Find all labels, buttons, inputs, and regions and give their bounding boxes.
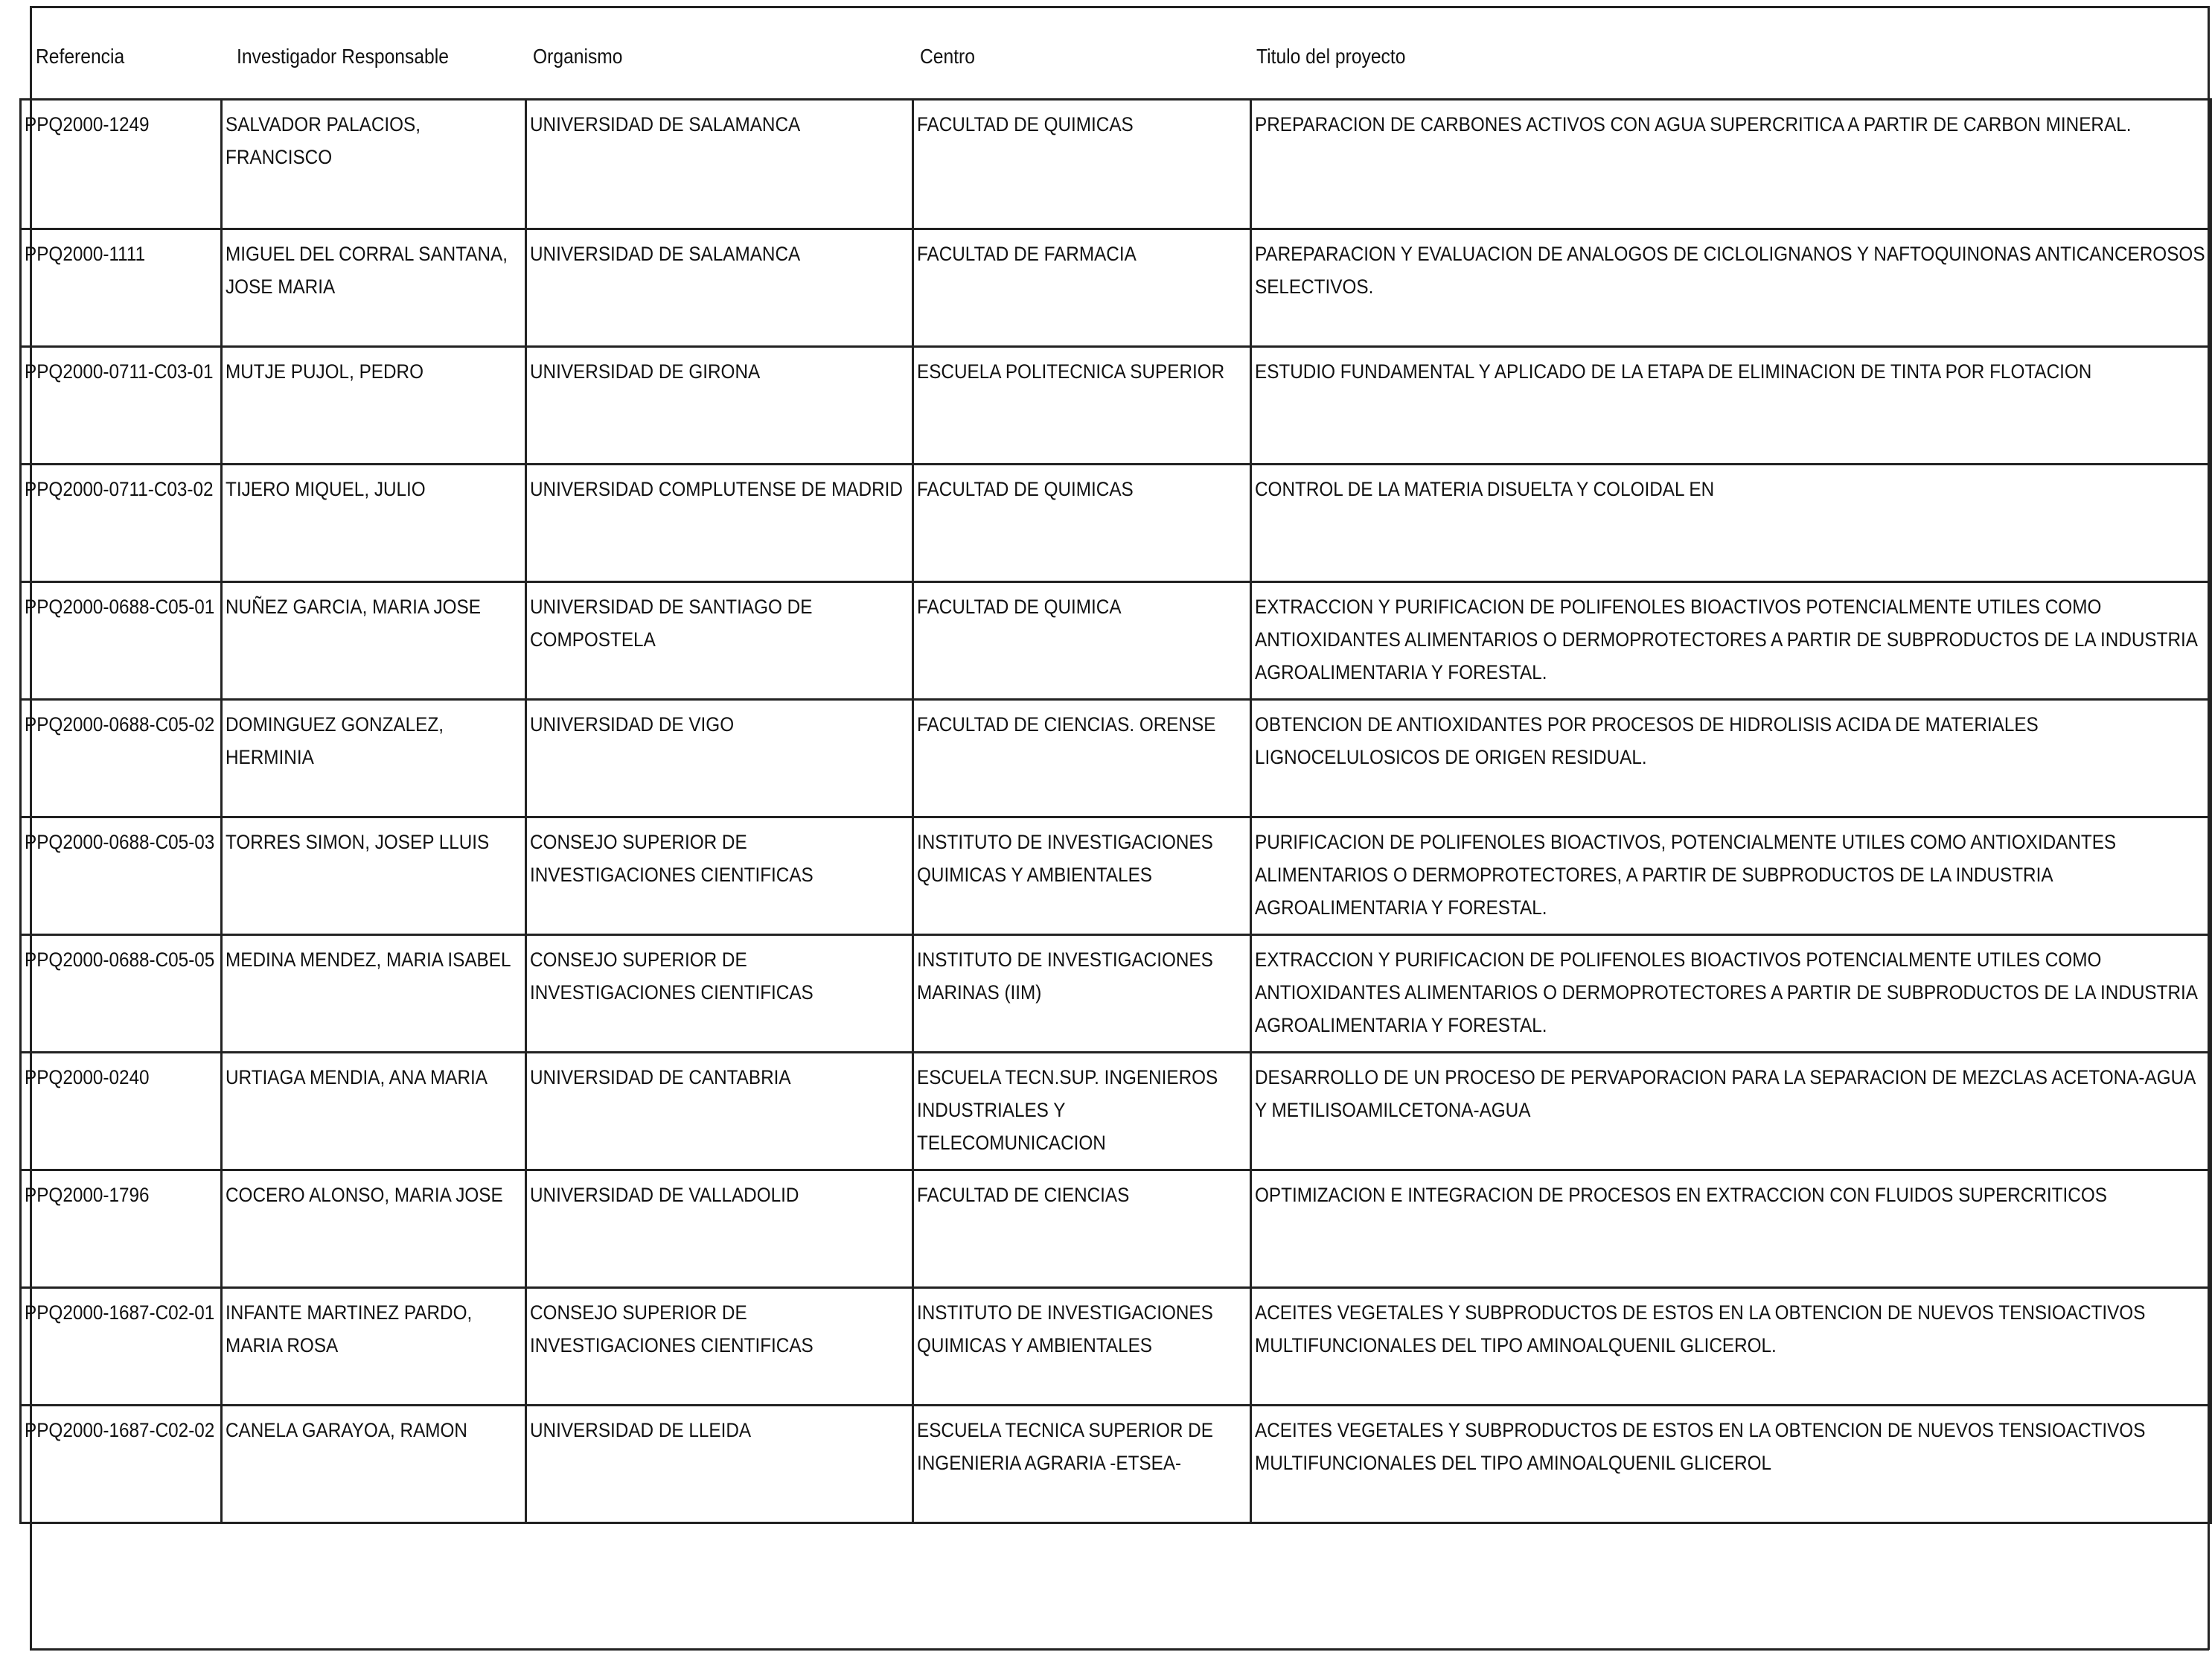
table-row (21, 100, 2211, 229)
referencia-cell-text: PPQ2000-1796 (25, 1184, 150, 1206)
investigador-cell (221, 1053, 526, 1170)
titulo-cell-text: DESARROLLO DE UN PROCESO DE PERVAPORACION PARA LA SEPARACION DE MEZCLAS ACETONA-AGUA Y METILISOAMILCETONA-AGUA (1254, 1066, 2195, 1121)
centro-cell (912, 935, 1250, 1053)
table-row (21, 582, 2211, 700)
table-row (21, 1406, 2211, 1523)
titulo-cell (1250, 817, 2211, 935)
titulo-cell (1250, 700, 2211, 817)
centro-cell-text: FACULTAD DE QUIMICAS (916, 113, 1134, 135)
table-row (21, 700, 2211, 817)
frame-bottom-border (30, 1648, 2209, 1651)
investigador-cell (221, 465, 526, 582)
investigador-cell (221, 817, 526, 935)
referencia-cell-text: PPQ2000-0688-C05-02 (25, 713, 215, 736)
referencia-cell (21, 817, 222, 935)
centro-cell (912, 582, 1250, 700)
centro-cell (912, 1406, 1250, 1523)
investigador-cell-text: URTIAGA MENDIA, ANA MARIA (225, 1066, 488, 1088)
centro-cell (912, 1288, 1250, 1406)
table-row (21, 229, 2211, 347)
organismo-cell-text: UNIVERSIDAD DE VALLADOLID (530, 1184, 799, 1206)
investigador-cell (221, 700, 526, 817)
referencia-cell (21, 1406, 222, 1523)
titulo-cell (1250, 347, 2211, 465)
organismo-cell (526, 1053, 913, 1170)
header-titulo: Titulo del proyecto (1256, 45, 1406, 68)
organismo-cell-text: UNIVERSIDAD DE SANTIAGO DE COMPOSTELA (530, 596, 813, 651)
organismo-cell (526, 347, 913, 465)
centro-cell-text: INSTITUTO DE INVESTIGACIONES QUIMICAS Y AMBIENTALES (916, 831, 1213, 886)
centro-cell (912, 1170, 1250, 1288)
titulo-cell-text: PREPARACION DE CARBONES ACTIVOS CON AGUA SUPERCRITICA A PARTIR DE CARBON MINERAL. (1254, 113, 2132, 135)
titulo-cell (1250, 1053, 2211, 1170)
referencia-cell (21, 700, 222, 817)
referencia-cell-text: PPQ2000-1111 (25, 243, 146, 265)
titulo-cell-text: OPTIMIZACION E INTEGRACION DE PROCESOS EN EXTRACCION CON FLUIDOS SUPERCRITICOS (1254, 1184, 2107, 1206)
titulo-cell-text: ESTUDIO FUNDAMENTAL Y APLICADO DE LA ETAPA DE ELIMINACION DE TINTA POR FLOTACION (1254, 360, 2091, 383)
organismo-cell-text: UNIVERSIDAD COMPLUTENSE DE MADRID (530, 478, 904, 500)
investigador-cell-text: INFANTE MARTINEZ PARDO, MARIA ROSA (225, 1301, 473, 1356)
table-row (21, 935, 2211, 1053)
table-row (21, 465, 2211, 582)
organismo-cell (526, 465, 913, 582)
titulo-cell (1250, 1406, 2211, 1523)
organismo-cell-text: UNIVERSIDAD DE CANTABRIA (530, 1066, 791, 1088)
organismo-cell-text: CONSEJO SUPERIOR DE INVESTIGACIONES CIENTIFICAS (530, 948, 814, 1004)
investigador-cell-text: MEDINA MENDEZ, MARIA ISABEL (225, 948, 511, 971)
table-row (21, 1288, 2211, 1406)
titulo-cell (1250, 100, 2211, 229)
organismo-cell-text: UNIVERSIDAD DE SALAMANCA (530, 243, 801, 265)
investigador-cell (221, 1170, 526, 1288)
titulo-cell-text: EXTRACCION Y PURIFICACION DE POLIFENOLES BIOACTIVOS POTENCIALMENTE UTILES COMO ANTIOXIDANTES ALIMENTARIOS O DERMOPROTECTORES A PARTIR DE SUBPRODUCTOS DE LA INDUSTRIA AGROALIMENTARIA Y FORESTAL. (1254, 596, 2197, 683)
header-organismo: Organismo (533, 45, 623, 68)
investigador-cell-text: MIGUEL DEL CORRAL SANTANA, JOSE MARIA (225, 243, 508, 298)
titulo-cell (1250, 1288, 2211, 1406)
projects-table-body (21, 100, 2211, 1523)
titulo-cell-text: ACEITES VEGETALES Y SUBPRODUCTOS DE ESTOS EN LA OBTENCION DE NUEVOS TENSIOACTIVOS MULTIFUNCIONALES DEL TIPO AMINOALQUENIL GLICEROL. (1254, 1301, 2146, 1356)
investigador-cell-text: DOMINGUEZ GONZALEZ, HERMINIA (225, 713, 444, 768)
centro-cell-text: FACULTAD DE CIENCIAS. ORENSE (916, 713, 1216, 736)
header-centro: Centro (920, 45, 975, 68)
centro-cell (912, 817, 1250, 935)
organismo-cell-text: UNIVERSIDAD DE LLEIDA (530, 1419, 752, 1441)
referencia-cell-text: PPQ2000-1249 (25, 113, 150, 135)
organismo-cell-text: CONSEJO SUPERIOR DE INVESTIGACIONES CIENTIFICAS (530, 1301, 814, 1356)
referencia-cell (21, 935, 222, 1053)
organismo-cell-text: UNIVERSIDAD DE SALAMANCA (530, 113, 801, 135)
organismo-cell-text: CONSEJO SUPERIOR DE INVESTIGACIONES CIENTIFICAS (530, 831, 814, 886)
centro-cell-text: FACULTAD DE QUIMICA (916, 596, 1122, 618)
referencia-cell-text: PPQ2000-0688-C05-01 (25, 596, 215, 618)
referencia-cell (21, 100, 222, 229)
centro-cell-text: ESCUELA POLITECNICA SUPERIOR (916, 360, 1225, 383)
investigador-cell-text: COCERO ALONSO, MARIA JOSE (225, 1184, 503, 1206)
organismo-cell (526, 935, 913, 1053)
investigador-cell (221, 347, 526, 465)
titulo-cell-text: PAREPARACION Y EVALUACION DE ANALOGOS DE CICLOLIGNANOS Y NAFTOQUINONAS ANTICANCEROSOS SELECTIVOS. (1254, 243, 2205, 298)
titulo-cell (1250, 1170, 2211, 1288)
referencia-cell-text: PPQ2000-0688-C05-05 (25, 948, 215, 971)
referencia-cell (21, 465, 222, 582)
titulo-cell (1250, 465, 2211, 582)
table-row (21, 347, 2211, 465)
organismo-cell (526, 1288, 913, 1406)
investigador-cell-text: CANELA GARAYOA, RAMON (225, 1419, 467, 1441)
referencia-cell (21, 1053, 222, 1170)
centro-cell (912, 100, 1250, 229)
investigador-cell-text: TIJERO MIQUEL, JULIO (225, 478, 426, 500)
referencia-cell (21, 1288, 222, 1406)
organismo-cell (526, 100, 913, 229)
organismo-cell (526, 582, 913, 700)
titulo-cell-text: PURIFICACION DE POLIFENOLES BIOACTIVOS, POTENCIALMENTE UTILES COMO ANTIOXIDANTES ALIMENTARIOS O DERMOPROTECTORES, A PARTIR DE SUBPRODUCTOS DE LA INDUSTRIA AGROALIMENTARIA Y FORESTAL. (1254, 831, 2116, 919)
referencia-cell (21, 582, 222, 700)
investigador-cell-text: SALVADOR PALACIOS, FRANCISCO (225, 113, 421, 168)
organismo-cell (526, 229, 913, 347)
investigador-cell-text: MUTJE PUJOL, PEDRO (225, 360, 423, 383)
organismo-cell-text: UNIVERSIDAD DE GIRONA (530, 360, 761, 383)
centro-cell-text: FACULTAD DE QUIMICAS (916, 478, 1134, 500)
table-row (21, 817, 2211, 935)
titulo-cell (1250, 935, 2211, 1053)
investigador-cell (221, 582, 526, 700)
header-investigador: Investigador Responsable (237, 45, 449, 68)
titulo-cell-text: OBTENCION DE ANTIOXIDANTES POR PROCESOS DE HIDROLISIS ACIDA DE MATERIALES LIGNOCELULOSICOS DE ORIGEN RESIDUAL. (1254, 713, 2039, 768)
table-row (21, 1053, 2211, 1170)
centro-cell-text: ESCUELA TECN.SUP. INGENIEROS INDUSTRIALES Y TELECOMUNICACION (916, 1066, 1218, 1154)
header-referencia: Referencia (36, 45, 125, 68)
titulo-cell (1250, 582, 2211, 700)
referencia-cell-text: PPQ2000-0711-C03-02 (25, 478, 214, 500)
titulo-cell-text: EXTRACCION Y PURIFICACION DE POLIFENOLES BIOACTIVOS POTENCIALMENTE UTILES COMO ANTIOXIDANTES ALIMENTARIOS O DERMOPROTECTORES A PARTIR DE SUBPRODUCTOS DE LA INDUSTRIA AGROALIMENTARIA Y FORESTAL. (1254, 948, 2197, 1036)
organismo-cell (526, 700, 913, 817)
referencia-cell (21, 1170, 222, 1288)
organismo-cell (526, 817, 913, 935)
centro-cell-text: FACULTAD DE FARMACIA (916, 243, 1137, 265)
investigador-cell (221, 100, 526, 229)
centro-cell (912, 347, 1250, 465)
centro-cell-text: FACULTAD DE CIENCIAS (916, 1184, 1130, 1206)
centro-cell (912, 465, 1250, 582)
titulo-cell (1250, 229, 2211, 347)
centro-cell (912, 700, 1250, 817)
table-header-row (30, 6, 2209, 98)
referencia-cell-text: PPQ2000-0688-C05-03 (25, 831, 215, 853)
referencia-cell-text: PPQ2000-1687-C02-02 (25, 1419, 215, 1441)
centro-cell (912, 1053, 1250, 1170)
centro-cell-text: INSTITUTO DE INVESTIGACIONES MARINAS (IIM) (916, 948, 1213, 1004)
investigador-cell (221, 1288, 526, 1406)
organismo-cell (526, 1170, 913, 1288)
centro-cell-text: ESCUELA TECNICA SUPERIOR DE INGENIERIA AGRARIA -ETSEA- (916, 1419, 1213, 1474)
investigador-cell (221, 229, 526, 347)
referencia-cell (21, 229, 222, 347)
investigador-cell-text: TORRES SIMON, JOSEP LLUIS (225, 831, 490, 853)
investigador-cell (221, 935, 526, 1053)
centro-cell (912, 229, 1250, 347)
referencia-cell-text: PPQ2000-0711-C03-01 (25, 360, 214, 383)
referencia-cell-text: PPQ2000-0240 (25, 1066, 150, 1088)
organismo-cell-text: UNIVERSIDAD DE VIGO (530, 713, 735, 736)
investigador-cell (221, 1406, 526, 1523)
projects-table (19, 98, 2212, 1524)
table-row (21, 1170, 2211, 1288)
centro-cell-text: INSTITUTO DE INVESTIGACIONES QUIMICAS Y AMBIENTALES (916, 1301, 1213, 1356)
referencia-cell (21, 347, 222, 465)
titulo-cell-text: CONTROL DE LA MATERIA DISUELTA Y COLOIDAL EN (1254, 478, 1714, 500)
referencia-cell-text: PPQ2000-1687-C02-01 (25, 1301, 215, 1324)
titulo-cell-text: ACEITES VEGETALES Y SUBPRODUCTOS DE ESTOS EN LA OBTENCION DE NUEVOS TENSIOACTIVOS MULTIFUNCIONALES DEL TIPO AMINOALQUENIL GLICEROL (1254, 1419, 2146, 1474)
organismo-cell (526, 1406, 913, 1523)
investigador-cell-text: NUÑEZ GARCIA, MARIA JOSE (225, 596, 481, 618)
